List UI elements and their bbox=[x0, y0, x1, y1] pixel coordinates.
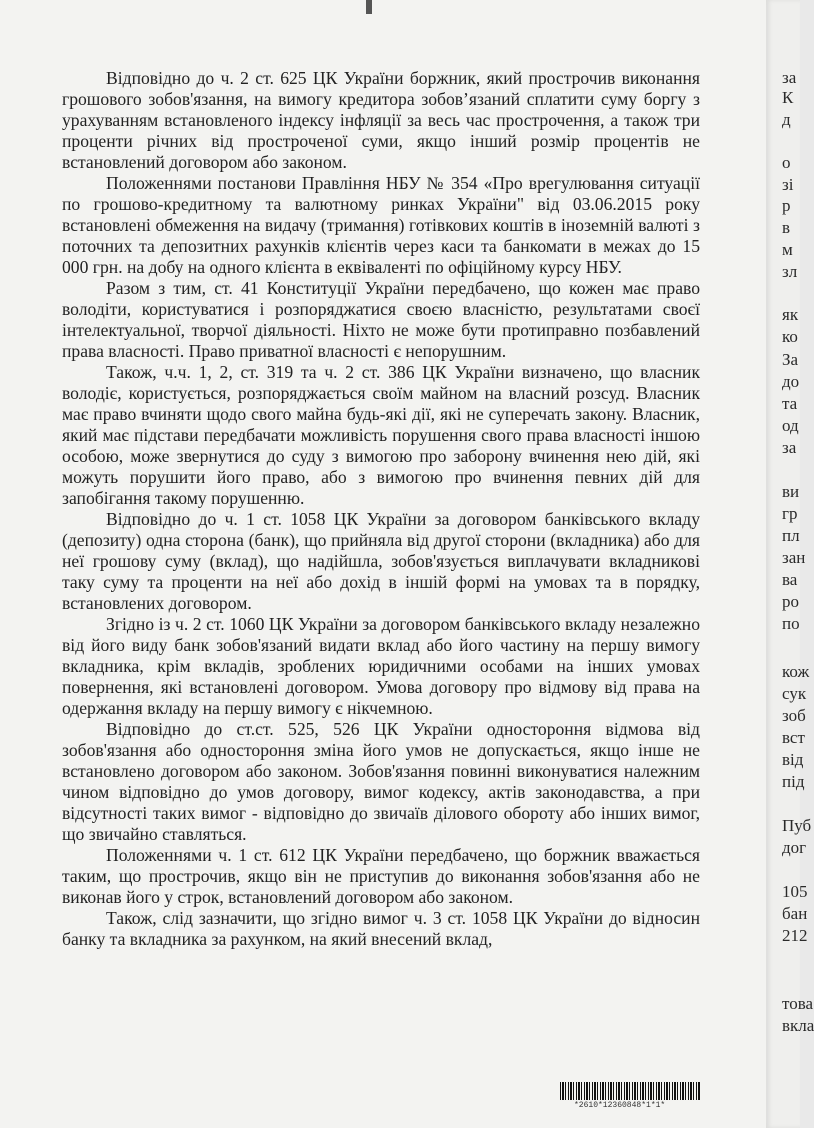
page-fragment: від bbox=[782, 750, 804, 769]
paragraph: Положеннями ч. 1 ст. 612 ЦК України передбачено, що боржник вважається таким, що прострочив, якщо він не приступив до виконання зобов'язання або не виконав його у строк, встановлений договором або законом. bbox=[62, 845, 700, 907]
page-fragment: по bbox=[782, 614, 800, 633]
page-fragment: зл bbox=[782, 262, 798, 281]
page-fragment: за bbox=[782, 438, 797, 457]
page-fragment: ва bbox=[782, 570, 798, 589]
paragraph: Разом з тим, ст. 41 Конституції України передбачено, що кожен має право володіти, користуватися і розпоряджатися своєю власністю, результатами своєї інтелектуальної, творчої діяльності. Ніхто не може бути протиправно позбавлений права власності. Право приватної власності є непорушним. bbox=[62, 278, 700, 361]
document-body bbox=[62, 68, 700, 950]
page-fragment: за bbox=[782, 68, 797, 87]
page-fragment: д bbox=[782, 110, 791, 129]
page-fragment: ко bbox=[782, 327, 798, 346]
page-fragment: ро bbox=[782, 592, 799, 611]
page-fragment: о bbox=[782, 153, 791, 172]
page-fragment: За bbox=[782, 350, 799, 369]
page-fragment: 212 bbox=[782, 926, 808, 945]
page-fragment: в bbox=[782, 218, 791, 237]
page-fragment: та bbox=[782, 394, 798, 413]
page-fragment: зоб bbox=[782, 706, 806, 725]
paragraph: Положеннями постанови Правління НБУ № 354 «Про врегулювання ситуації по грошово-кредитному та валютному ринках України" від 03.06.2015 року встановлені обмеження на видачу (тримання) готівкових коштів в іноземній валюті з поточних та депозитних рахунків клієнтів через каси та банкомати в межах до 15 000 грн. на добу на одного клієнта в еквіваленті по офіційному курсу НБУ. bbox=[62, 173, 700, 277]
paragraph: Також, слід зазначити, що згідно вимог ч. 3 ст. 1058 ЦК України до відносин банку та вкладника за рахунком, на який внесений вклад, bbox=[62, 908, 700, 949]
page-fragment: од bbox=[782, 416, 799, 435]
page-fragment: під bbox=[782, 772, 805, 791]
barcode-number: *2610*12360848*1*1* bbox=[574, 1101, 666, 1110]
page-fragment: гр bbox=[782, 504, 798, 523]
page-fragment: пл bbox=[782, 526, 800, 545]
page-fragment: м bbox=[782, 240, 793, 259]
paragraph: Відповідно до ст.ст. 525, 526 ЦК України одностороння відмова від зобов'язання або одностороння зміна його умов не допускається, якщо інше не встановлено договором або законом. Зобов'язання повинні виконуватися належним чином відповідно до умов договору, вимог кодексу, актів законодавства, а при відсутності таких вимог - відповідно до звичаїв ділового обороту або інших вимог, що звичайно ставляться. bbox=[62, 719, 700, 844]
page-fragment: до bbox=[782, 372, 800, 391]
page-fragment: бан bbox=[782, 904, 808, 923]
staple-mark bbox=[366, 0, 372, 14]
page-fragment: кож bbox=[782, 662, 810, 681]
adjacent-page-edge bbox=[766, 0, 814, 1128]
page-fragment: това bbox=[782, 994, 814, 1013]
page-fragment: 105 bbox=[782, 882, 808, 901]
page-fragment: зі bbox=[782, 175, 794, 194]
page-fragment: вкла bbox=[782, 1016, 814, 1035]
page-fragment: вст bbox=[782, 728, 805, 747]
page-fragment: р bbox=[782, 196, 791, 215]
page-fragment: зан bbox=[782, 548, 806, 567]
paragraph: Також, ч.ч. 1, 2, ст. 319 та ч. 2 ст. 386 ЦК України визначено, що власник володіє, користується, розпоряджається своїм майном на власний розсуд. Власник має право вчиняти щодо свого майна будь-які дії, які не суперечать закону. Власник, який має підстави передбачати можливість порушення свого права власності іншою особою, може звернутися до суду з вимогою про заборону вчинення нею дій, які можуть порушити його право, або з вимогою про вчинення певних дій для запобігання такому порушенню. bbox=[62, 362, 700, 508]
paragraph: Згідно із ч. 2 ст. 1060 ЦК України за договором банківського вкладу незалежно від його виду банк зобов'язаний видати вклад або його частину на першу вимогу вкладника, крім вкладів, зроблених юридичними особами на інших умовах повернення, які встановлені договором. Умова договору про відмову від права на одержання вкладу на першу вимогу є нікчемною. bbox=[62, 614, 700, 718]
page-fragment: Пуб bbox=[782, 816, 812, 835]
page-fragment: дог bbox=[782, 838, 807, 857]
paragraph: Відповідно до ч. 1 ст. 1058 ЦК України за договором банківського вкладу (депозиту) одна сторона (банк), що прийняла від другої сторони (вкладника) або для неї грошову суму (вклад), що надійшла, зобов'язується виплачувати вкладникові таку суму та проценти на неї або дохід в іншій формі на умовах та в порядку, встановлених договором. bbox=[62, 509, 700, 613]
paragraph: Відповідно до ч. 2 ст. 625 ЦК України боржник, який прострочив виконання грошового зобов'язання, на вимогу кредитора зобов’язаний сплатити суму боргу з урахуванням встановленого індексу інфляції за весь час прострочення, а також три проценти річних від простроченої суми, якщо інший розмір процентів не встановлений договором або законом. bbox=[62, 68, 700, 172]
page-fragment: як bbox=[782, 305, 799, 324]
page-fragment: К bbox=[782, 88, 794, 107]
barcode bbox=[560, 1082, 700, 1100]
page-fragment: сук bbox=[782, 684, 807, 703]
page-fragment: ви bbox=[782, 482, 800, 501]
